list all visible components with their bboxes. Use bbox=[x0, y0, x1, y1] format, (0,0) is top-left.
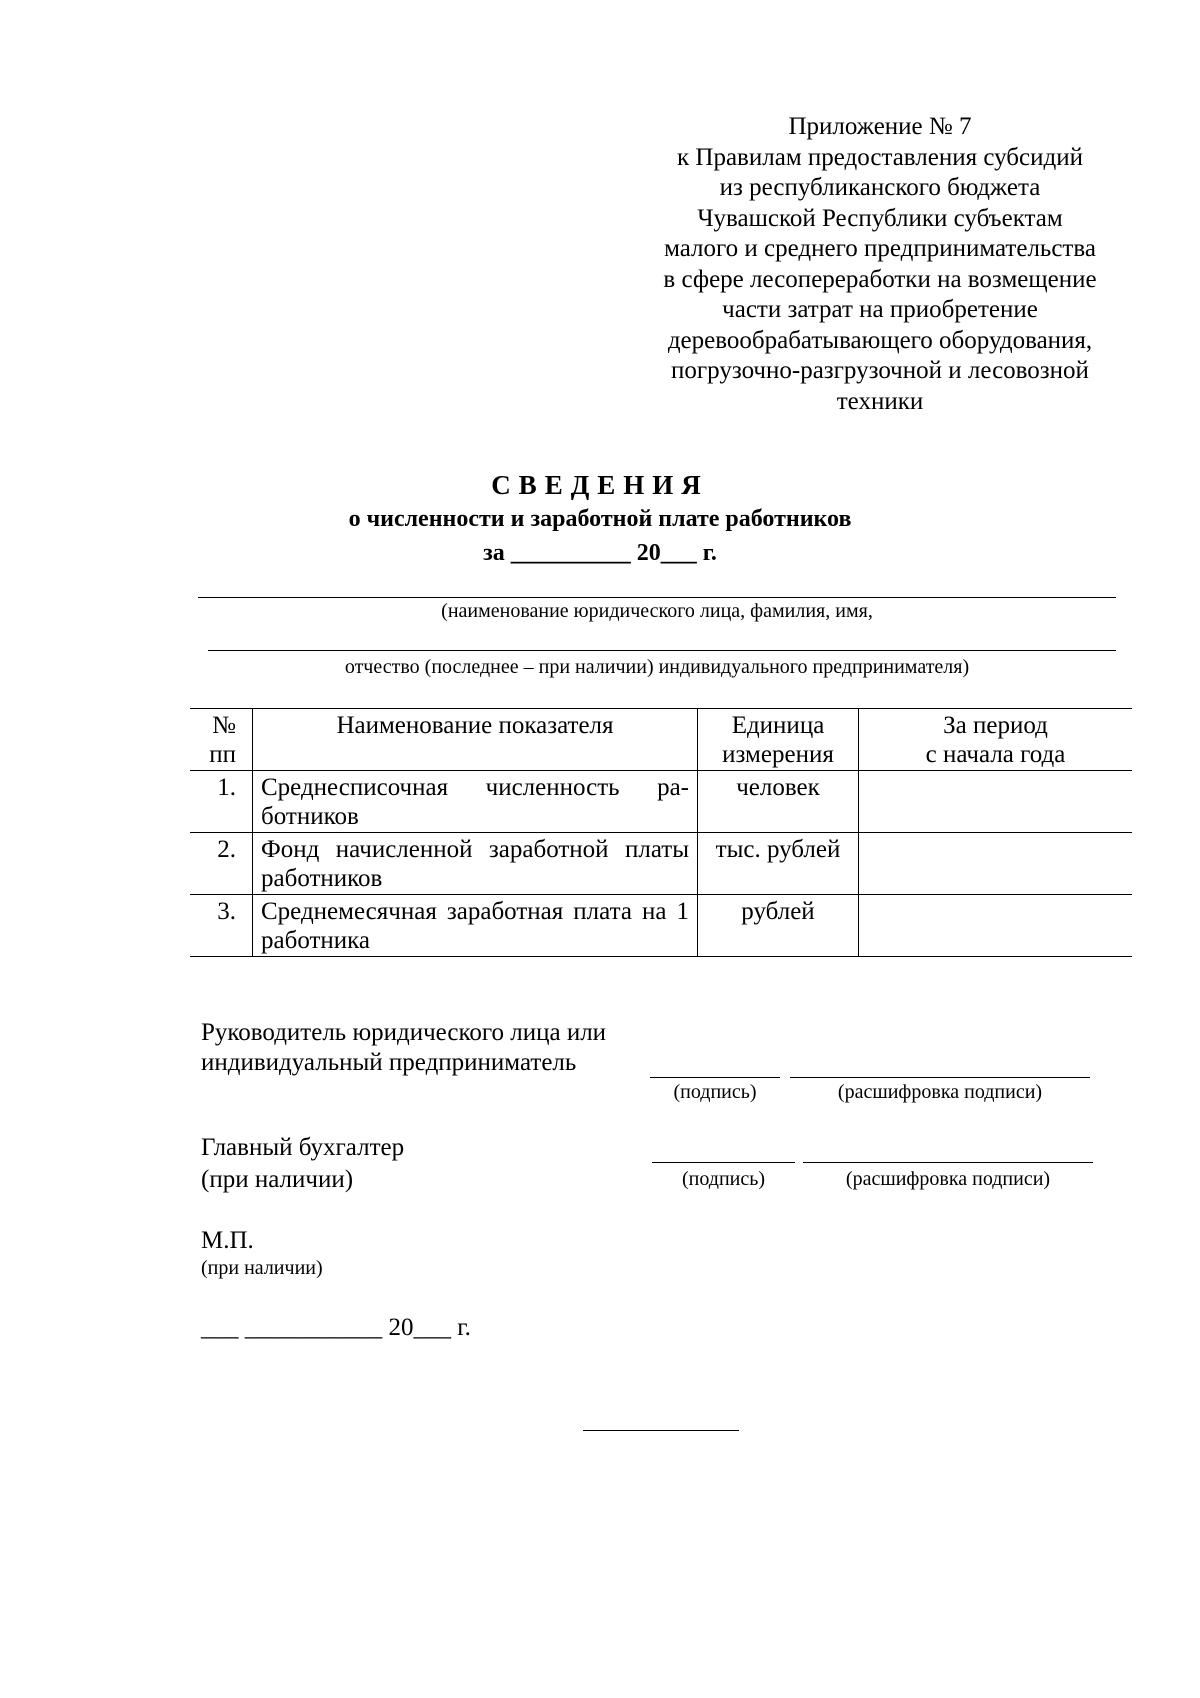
appendix-line: погрузочно-разгрузочной и лесовозной bbox=[671, 357, 1089, 384]
document-title: СВЕДЕНИЯ bbox=[491, 470, 709, 500]
table-header-row bbox=[190, 709, 1132, 771]
row-number: 2. bbox=[190, 833, 253, 895]
appendix-line: части затрат на приобретение bbox=[722, 296, 1038, 323]
row-number: 3. bbox=[190, 895, 253, 957]
entity-caption-2: отчество (последнее – при наличии) индивидуального предпринимателя) bbox=[344, 656, 970, 678]
accountant-decoding-caption: (расшифровка подписи) bbox=[845, 1168, 1051, 1190]
entity-name-line-1[interactable] bbox=[198, 597, 1116, 598]
footer-divider bbox=[583, 1430, 739, 1431]
reporting-period: за __________ 20___ г. bbox=[483, 540, 717, 566]
row-indicator-name: Фонд начисленной заработной платы работников bbox=[253, 833, 698, 895]
header-period-line-2: с начала года bbox=[925, 741, 1066, 768]
appendix-line: из республиканского бюджета bbox=[719, 174, 1041, 201]
header-unit-line-2: измерения bbox=[722, 741, 834, 768]
table-row bbox=[190, 895, 1132, 957]
appendix-line: в сфере лесопереработки на возмещение bbox=[663, 265, 1097, 293]
row-unit: рублей bbox=[698, 895, 859, 957]
stamp-note: (при наличии) bbox=[201, 1257, 323, 1279]
entity-caption-1: (наименование юридического лица, фамилия, имя, bbox=[441, 600, 873, 622]
row-indicator-name: Среднесписочная численность ра-ботников bbox=[253, 771, 698, 833]
appendix-line: Приложение № 7 bbox=[788, 113, 972, 140]
appendix-line: малого и среднего предпринимательства bbox=[664, 235, 1096, 262]
appendix-line: к Правилам предоставления субсидий bbox=[677, 143, 1083, 171]
header-period-line-1: За период bbox=[943, 712, 1048, 739]
row-period-value[interactable] bbox=[859, 833, 1133, 895]
head-title-line-2: индивидуальный предприниматель bbox=[201, 1049, 577, 1076]
accountant-decoding-line[interactable] bbox=[803, 1162, 1093, 1163]
appendix-line: техники bbox=[836, 387, 924, 415]
document-subtitle: о численности и заработной плате работников bbox=[348, 506, 852, 532]
header-indicator-name: Наименование показателя bbox=[253, 709, 698, 771]
appendix-line: Чувашской Республики субъектам bbox=[697, 204, 1063, 232]
head-decoding-caption: (расшифровка подписи) bbox=[837, 1081, 1043, 1103]
row-unit: тыс. рублей bbox=[698, 833, 859, 895]
signing-date: ___ ___________ 20___ г. bbox=[201, 1314, 471, 1341]
table-row bbox=[190, 833, 1132, 895]
accountant-title-line-1: Главный бухгалтер bbox=[201, 1134, 405, 1161]
table-row bbox=[190, 771, 1132, 833]
accountant-title-line-2: (при наличии) bbox=[201, 1166, 354, 1193]
row-period-value[interactable] bbox=[859, 895, 1133, 957]
header-unit-line-1: Единица bbox=[731, 712, 825, 739]
head-signature-line[interactable] bbox=[650, 1077, 780, 1078]
entity-name-line-2[interactable] bbox=[208, 650, 1116, 651]
head-title-line-1: Руководитель юридического лица или bbox=[201, 1019, 607, 1046]
accountant-signature-line[interactable] bbox=[652, 1162, 795, 1163]
stamp-label: М.П. bbox=[201, 1227, 254, 1254]
header-number bbox=[190, 709, 253, 771]
header-unit bbox=[698, 709, 859, 771]
appendix-line: деревообрабатывающего оборудования, bbox=[667, 326, 1093, 354]
header-number-line-1: № bbox=[212, 712, 236, 739]
accountant-signature-caption: (подпись) bbox=[681, 1168, 766, 1190]
appendix-header bbox=[640, 112, 1120, 417]
row-period-value[interactable] bbox=[859, 771, 1133, 833]
row-unit: человек bbox=[698, 771, 859, 833]
header-period bbox=[859, 709, 1133, 771]
head-decoding-line[interactable] bbox=[790, 1077, 1090, 1078]
head-signature-caption: (подпись) bbox=[673, 1081, 757, 1103]
row-indicator-name: Среднемесячная заработная плата на 1 работника bbox=[253, 895, 698, 957]
header-number-line-2: пп bbox=[209, 741, 236, 768]
row-number: 1. bbox=[190, 771, 253, 833]
indicators-table bbox=[190, 708, 1132, 957]
